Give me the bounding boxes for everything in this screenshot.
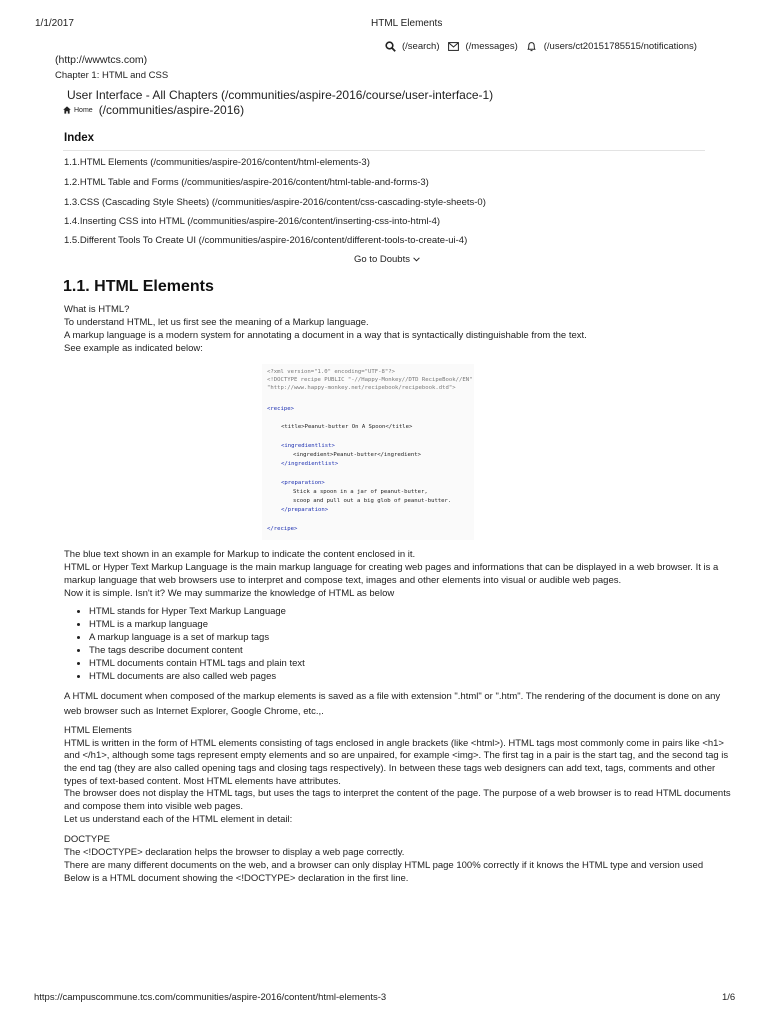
body-line: The browser does not display the HTML tags, but uses the tags to interpret the content of the page. The purpose of a web browser is to read HTML documents <box>64 788 731 799</box>
code-line <box>281 424 412 430</box>
body-line: types of text-based content. Most HTML elements have attributes. <box>64 776 341 787</box>
intro-line: To understand HTML, let us first see the meaning of a Markup language. <box>64 317 369 328</box>
notifications-link[interactable]: (/users/ct20151785515/notifications) <box>543 40 697 52</box>
body-line: There are many different documents on the web, and a browser can only display HTML page 100% correctly if it knows the HTML type and version used <box>64 860 704 871</box>
list-item: HTML is a markup language <box>74 618 305 631</box>
code-line <box>281 461 338 467</box>
print-footer-url: https://campuscommune.tcs.com/communities/aspire-2016/content/html-elements-3 <box>34 992 387 1003</box>
index-divider <box>63 150 705 151</box>
home-label[interactable]: Home <box>74 106 93 114</box>
search-icon[interactable] <box>383 40 397 52</box>
code-line <box>267 526 297 532</box>
list-item: HTML stands for Hyper Text Markup Language <box>74 605 305 618</box>
code-line: "http://www.happy-monkey.net/recipebook/recipebook.dtd"> <box>267 385 456 391</box>
home-link[interactable]: (/communities/aspire-2016) <box>98 103 245 117</box>
body-line: HTML or Hyper Text Markup Language is the main markup language for creating web pages and informations that can be displayed in a web browser. It is a <box>64 562 719 573</box>
code-line: scoop and pull out a big glob of peanut-butter. <box>293 498 452 504</box>
body-line: The blue text shown in an example for Markup to indicate the content enclosed in it. <box>64 549 416 560</box>
intro-line: A markup language is a modern system for annotating a document in a way that is syntactically distinguishable from the text. <box>64 330 587 341</box>
index-item-5[interactable]: 1.5.Different Tools To Create UI (/communities/aspire-2016/content/different-tools-to-create-ui-4) <box>64 235 468 246</box>
code-line: <?xml version="1.0" encoding="UTF-8"?> <box>267 369 395 375</box>
site-link[interactable]: (http://wwwtcs.com) <box>55 54 148 66</box>
code-line-text: </ingredientlist> <box>281 461 339 467</box>
messages-link[interactable]: (/messages) <box>465 40 518 52</box>
code-line <box>281 480 325 486</box>
index-heading: Index <box>64 132 95 144</box>
body-line: and </h1>, although some tags represent empty elements and so are unpaired, for example <img>. The first tag in a pair is the start tag, and the second tag is <box>64 750 729 761</box>
doctype-heading: DOCTYPE <box>64 834 110 845</box>
body-line: HTML is written in the form of HTML elements consisting of tags enclosed in angle brackets (like <html>). HTML tags most commonly come in pairs like <h1> <box>64 738 724 749</box>
course-link[interactable]: User Interface - All Chapters (/communities/aspire-2016/course/user-interface-1) <box>67 88 494 102</box>
body-line: The <!DOCTYPE> declaration helps the browser to display a web page correctly. <box>64 847 405 858</box>
body-line: markup language that web browsers use to interpret and compose text, images and other elements into visual or audible web pages. <box>64 575 622 586</box>
code-line <box>281 443 335 449</box>
index-item-4[interactable]: 1.4.Inserting CSS into HTML (/communities/aspire-2016/content/inserting-css-into-html-4) <box>64 216 441 227</box>
list-item: The tags describe document content <box>74 644 305 657</box>
go-to-doubts-button[interactable] <box>354 254 420 265</box>
code-line-text: <ingredientlist> <box>281 443 335 449</box>
envelope-icon[interactable] <box>446 40 460 52</box>
index-item-2[interactable]: 1.2.HTML Table and Forms (/communities/aspire-2016/content/html-table-and-forms-3) <box>64 177 429 188</box>
code-line <box>281 507 328 513</box>
print-doc-title: HTML Elements <box>371 18 443 29</box>
code-line-text: <preparation> <box>281 480 325 486</box>
home-icon[interactable] <box>63 106 72 115</box>
chevron-down-icon <box>413 257 420 262</box>
elements-heading: HTML Elements <box>64 725 132 736</box>
body-line: the end tag (they are also called opening tags and closing tags respectively). In between these tags web designers can add text, tags, comments and other <box>64 763 716 774</box>
code-line-text: <recipe> <box>267 406 294 412</box>
body-line: Now it is simple. Isn't it? We may summarize the knowledge of HTML as below <box>64 588 395 599</box>
section-title: 1.1. HTML Elements <box>63 278 214 295</box>
breadcrumb <box>63 103 244 117</box>
code-line: <!DOCTYPE recipe PUBLIC "-//Happy-Monkey//DTD RecipeBook//EN" <box>267 377 473 383</box>
body-line: web browser such as Internet Explorer, Google Chrome, etc.,. <box>64 706 324 717</box>
list-item: HTML documents contain HTML tags and plain text <box>74 657 305 670</box>
search-link[interactable]: (/search) <box>402 40 440 52</box>
list-item: HTML documents are also called web pages <box>74 670 305 683</box>
code-line <box>293 452 421 458</box>
code-line-text: </preparation> <box>281 507 329 513</box>
html-facts-list <box>74 605 305 683</box>
index-item-1[interactable]: 1.1.HTML Elements (/communities/aspire-2016/content/html-elements-3) <box>64 157 370 168</box>
code-line-text: <title>Peanut-butter On A Spoon</title> <box>281 424 413 430</box>
body-line: A HTML document when composed of the markup elements is saved as a file with extension ".html" or ".htm". The rendering of the document is done on any <box>64 691 721 702</box>
print-date: 1/1/2017 <box>35 18 74 29</box>
body-line: Let us understand each of the HTML element in detail: <box>64 814 293 825</box>
print-page-number: 1/6 <box>722 992 736 1003</box>
intro-line: See example as indicated below: <box>64 343 203 354</box>
code-line <box>267 406 294 412</box>
body-line: Below is a HTML document showing the <!DOCTYPE> declaration in the first line. <box>64 873 409 884</box>
markup-example-image <box>262 364 474 540</box>
intro-line: What is HTML? <box>64 304 130 315</box>
top-nav <box>383 40 704 52</box>
code-line: Stick a spoon in a jar of peanut-butter, <box>293 489 428 495</box>
code-line-text: </recipe> <box>267 526 298 532</box>
code-line-text: <ingredient>Peanut-butter</ingredient> <box>293 452 421 458</box>
go-to-doubts-label: Go to Doubts <box>354 254 410 265</box>
body-line: and compose them into visible web pages. <box>64 801 244 812</box>
bell-icon[interactable] <box>525 40 539 52</box>
list-item: A markup language is a set of markup tags <box>74 631 305 644</box>
chapter-label: Chapter 1: HTML and CSS <box>55 70 169 81</box>
index-item-3[interactable]: 1.3.CSS (Cascading Style Sheets) (/communities/aspire-2016/content/css-cascading-style-sheets-0) <box>64 197 486 208</box>
